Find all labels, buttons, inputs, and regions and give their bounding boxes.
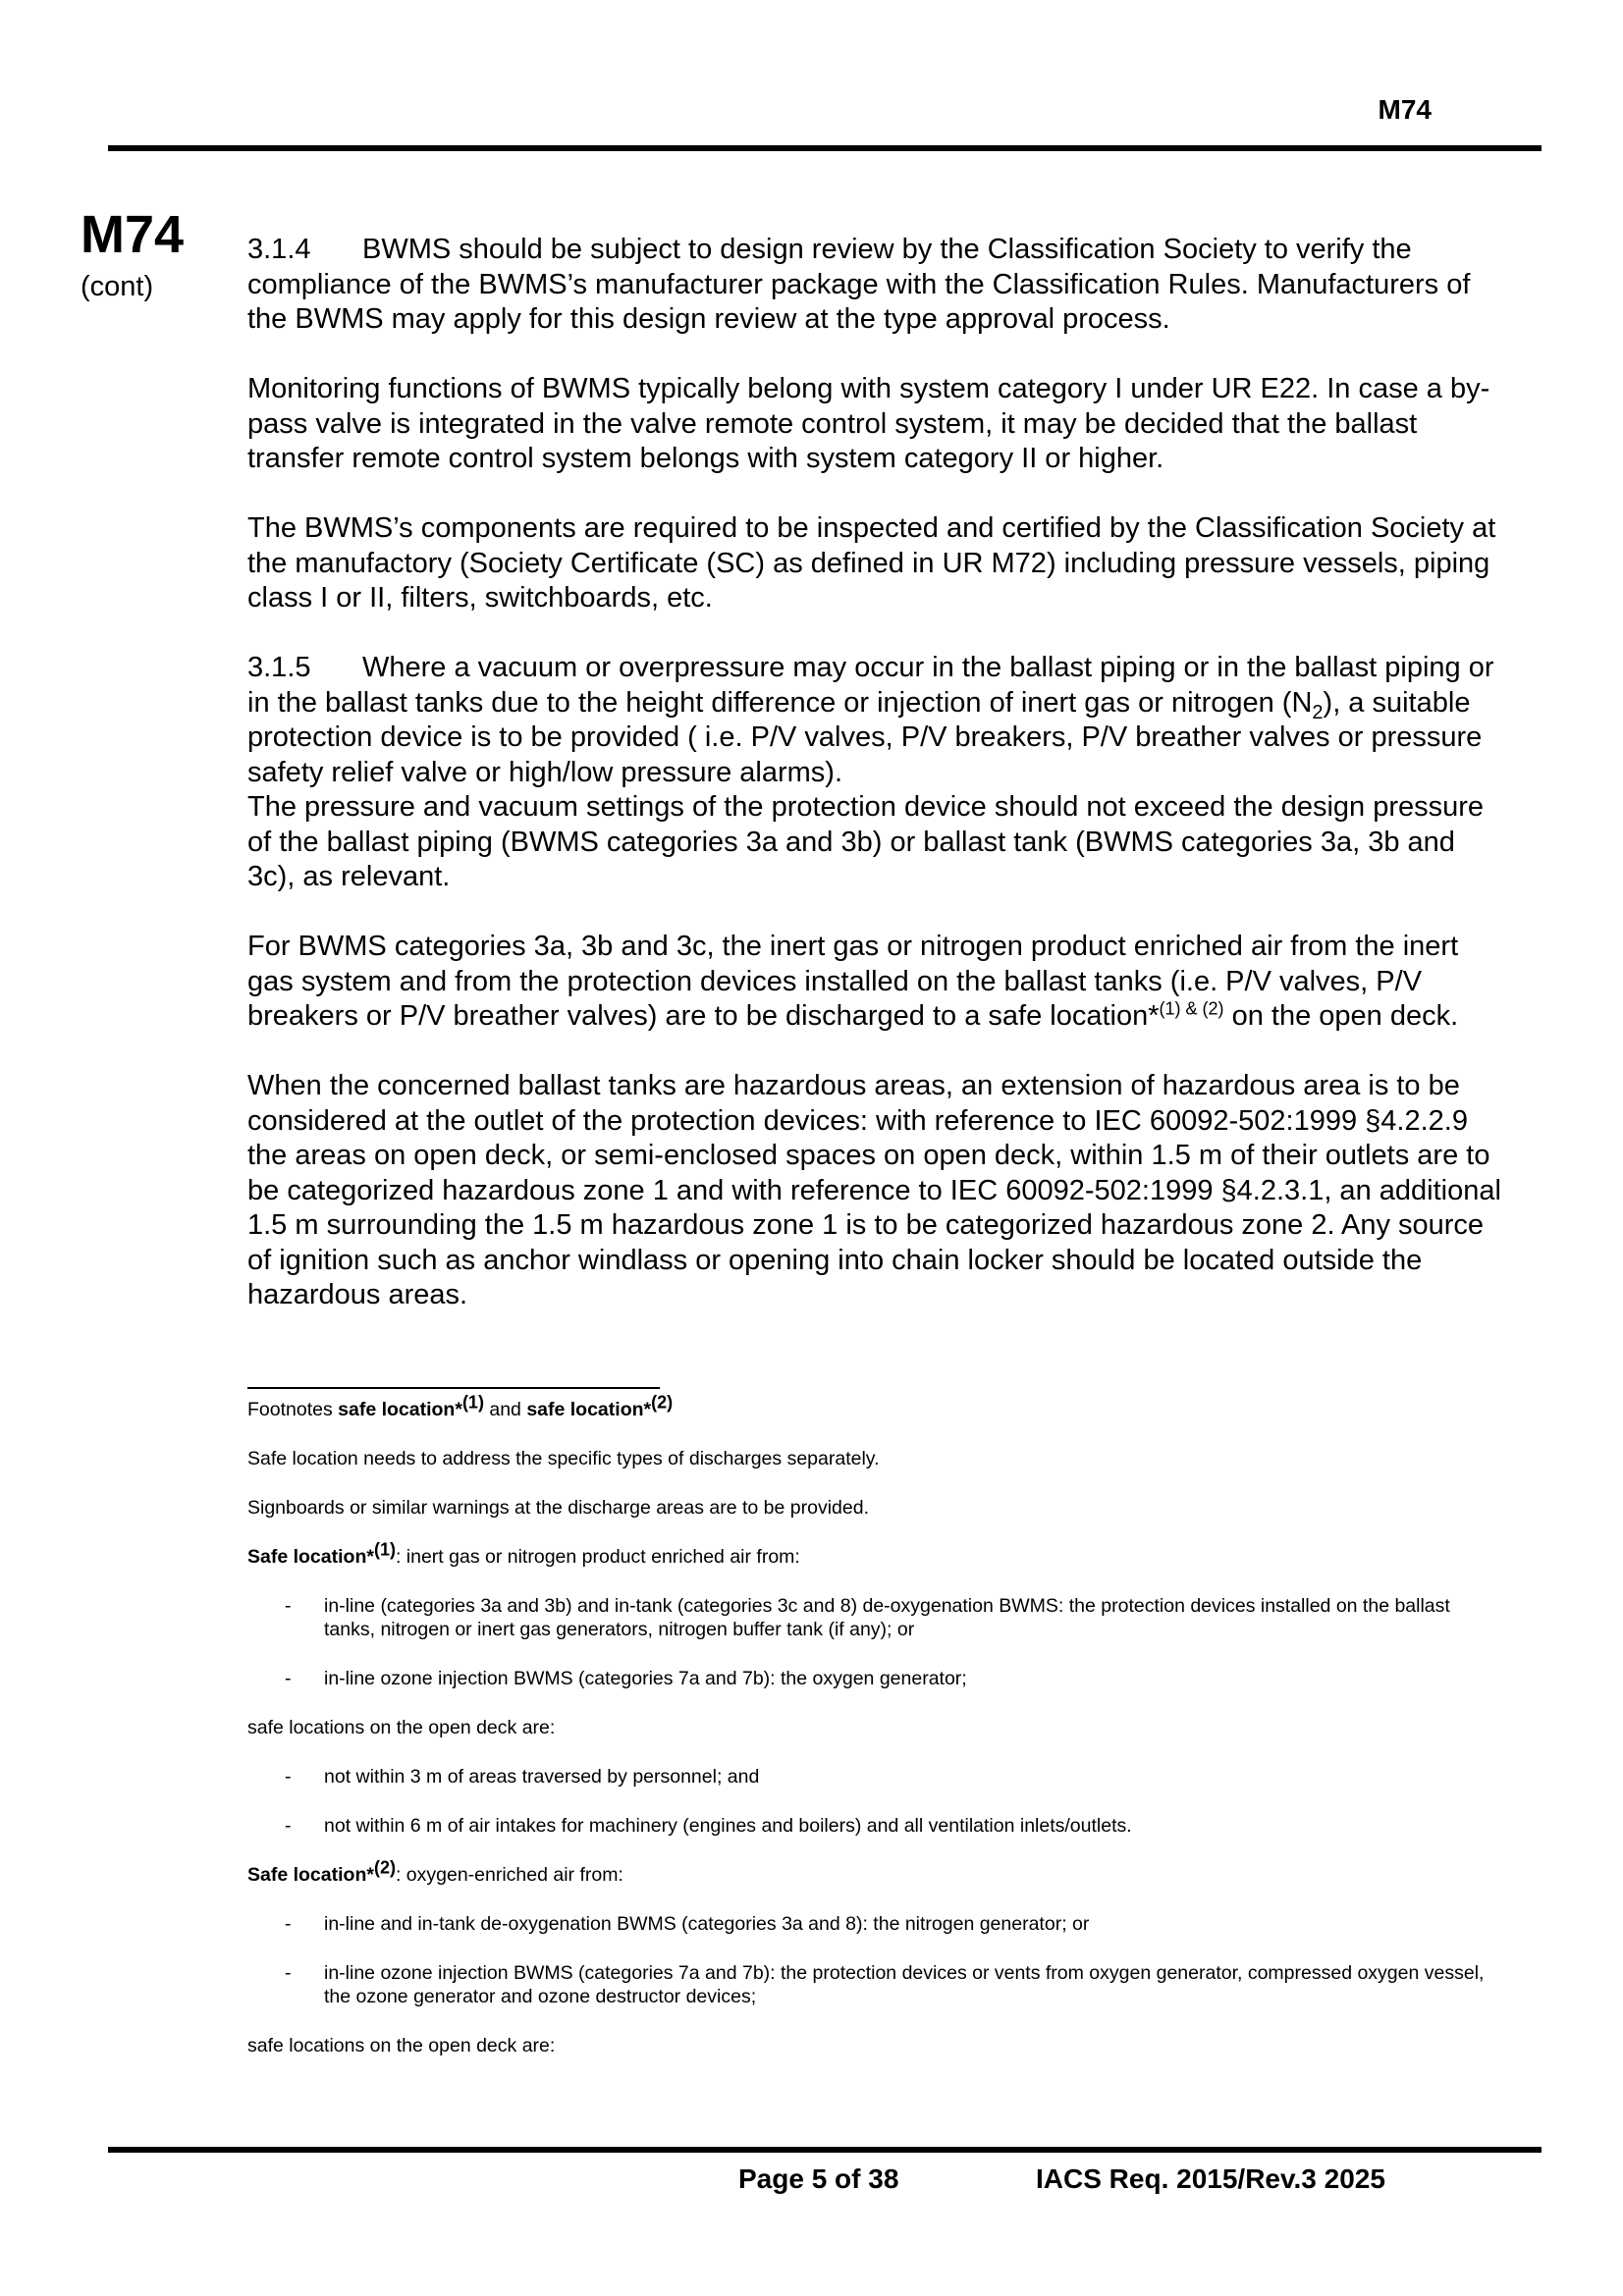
footnote-rule [247,1387,660,1389]
list-item [247,1814,1485,1838]
body-text [247,233,1504,1313]
para-components: The BWMS’s components are required to be inspected and certified by the Classification Society at the manufactory (Society Certificate (SC) as defined in UR M72) including pressure vessels, piping class I or II, filters, switchboards, etc. [247,512,1496,614]
para-monitoring: Monitoring functions of BWMS typically belong with system category I under UR E22. In case a by-pass valve is integrated in the valve remote control system, it may be decided that the ballast transfer remote control system belongs with system category II or higher. [247,373,1490,474]
safe-location-1 [247,1539,1485,1569]
para-text: BWMS should be subject to design review by the Classification Society to verify the compliance of the BWMS’s manufacturer package with the Classification Rules. Manufacturers of the BWMS may apply for this design review at the type approval process. [247,234,1471,335]
clause-number: 3.1.5 [247,652,311,683]
list-item-text: in-line ozone injection BWMS (categories 7a and 7b): the oxygen generator; [324,1668,967,1689]
header-code: M74 [1378,94,1432,125]
para-categories [247,930,1504,1035]
list-item [247,1594,1485,1641]
list-item-text: not within 3 m of areas traversed by personnel; and [324,1766,760,1788]
safe-location-label: Safe location* [247,1546,374,1568]
superscript: (1) [373,1539,396,1560]
open-deck-intro: safe locations on the open deck are: [247,2035,556,2056]
footer-page: Page 5 of 38 [738,2163,899,2194]
para-text: For BWMS categories 3a, 3b and 3c, the inert gas or nitrogen product enriched air from the inert gas system and from the protection devices installed on the ballast tanks (i.e. P/V valves, P/V breakers or P/V breather valves) are to be discharged to a safe location* [247,931,1459,1032]
footnote-title-bold: safe location* [526,1399,652,1420]
list-item [247,1765,1485,1789]
superscript: (1) & (2) [1159,998,1224,1019]
para-3-1-4 [247,233,1504,338]
safe-location-2 [247,1857,1485,1887]
dash-bullet: - [285,1766,292,1788]
list-item [247,1961,1485,2008]
safe-location-text: : oxygen-enriched air from: [395,1864,623,1886]
footer-rule [108,2147,1542,2153]
list-item-text: in-line ozone injection BWMS (categories 7a and 7b): the protection devices or vents from oxygen generator, compressed oxygen vessel, the ozone generator and ozone destructor devices; [324,1962,1485,2007]
safe-location-text: : inert gas or nitrogen product enriched air from: [395,1546,800,1568]
superscript: (1) [461,1392,484,1413]
header-rule [108,145,1542,151]
footnote-line: Safe location needs to address the specific types of discharges separately. [247,1448,880,1469]
footnote-title-bold: safe location* [338,1399,462,1420]
dash-bullet: - [285,1595,292,1617]
para-3-1-5 [247,651,1504,790]
footnote-title-text: Footnotes [247,1399,339,1420]
clause-number: 3.1.4 [247,234,311,265]
dash-bullet: - [285,1913,292,1935]
subscript: 2 [1312,701,1324,723]
footnote-title [247,1392,1485,1421]
footnote-line: Signboards or similar warnings at the discharge areas are to be provided. [247,1497,870,1519]
dash-bullet: - [285,1668,292,1689]
safe-location-label: Safe location* [247,1864,374,1886]
para-hazardous: When the concerned ballast tanks are hazardous areas, an extension of hazardous area is to be considered at the outlet of the protection devices: with reference to IEC 60092-502:1999 §4.2.2.9 the areas on open deck, or semi-enclosed spaces on open deck, within 1.5 m of their outlets are to be categorized hazardous zone 1 and with reference to IEC 60092-502:1999 §4.2.3.1, an additional 1.5 m surrounding the 1.5 m hazardous zone 1 is to be categorized hazardous zone 2. Any source of ignition such as anchor windlass or opening into chain locker should be located outside the hazardous areas. [247,1070,1501,1310]
para-text: on the open deck. [1223,1000,1459,1032]
list-item [247,1667,1485,1690]
list-item-text: in-line and in-tank de-oxygenation BWMS (categories 3a and 8): the nitrogen generator; or [324,1913,1090,1935]
footer-ref: IACS Req. 2015/Rev.3 2025 [1036,2163,1385,2194]
open-deck-intro: safe locations on the open deck are: [247,1717,556,1738]
superscript: (2) [373,1857,396,1878]
footnote-title-text: and [483,1399,527,1420]
list-item [247,1912,1485,1936]
para-text: ), a suitable protection device is to be provided ( i.e. P/V valves, P/V breakers, P/V breather valves or pressure safety relief valve or high/low pressure alarms). [247,686,1483,788]
superscript: (2) [651,1392,674,1413]
para-settings: The pressure and vacuum settings of the protection device should not exceed the design pressure of the ballast piping (BWMS categories 3a and 3b) or ballast tank (BWMS categories 3a, 3b and 3c), as relevant. [247,791,1485,892]
list-item-text: not within 6 m of air intakes for machinery (engines and boilers) and all ventilation inlets/outlets. [324,1815,1132,1837]
side-cont: (cont) [81,271,154,302]
side-code: M74 [81,205,185,264]
para-text: Where a vacuum or overpressure may occur in the ballast piping or in the ballast piping or in the ballast tanks due to the height difference or injection of inert gas or nitrogen (N [247,652,1494,719]
dash-bullet: - [285,1815,292,1837]
dash-bullet: - [285,1962,292,1984]
footnotes [247,1392,1485,2083]
list-item-text: in-line (categories 3a and 3b) and in-tank (categories 3c and 8) de-oxygenation BWMS: the protection devices installed on the ballast tanks, nitrogen or inert gas generators, nitrogen buffer tank (if any); or [324,1595,1450,1640]
